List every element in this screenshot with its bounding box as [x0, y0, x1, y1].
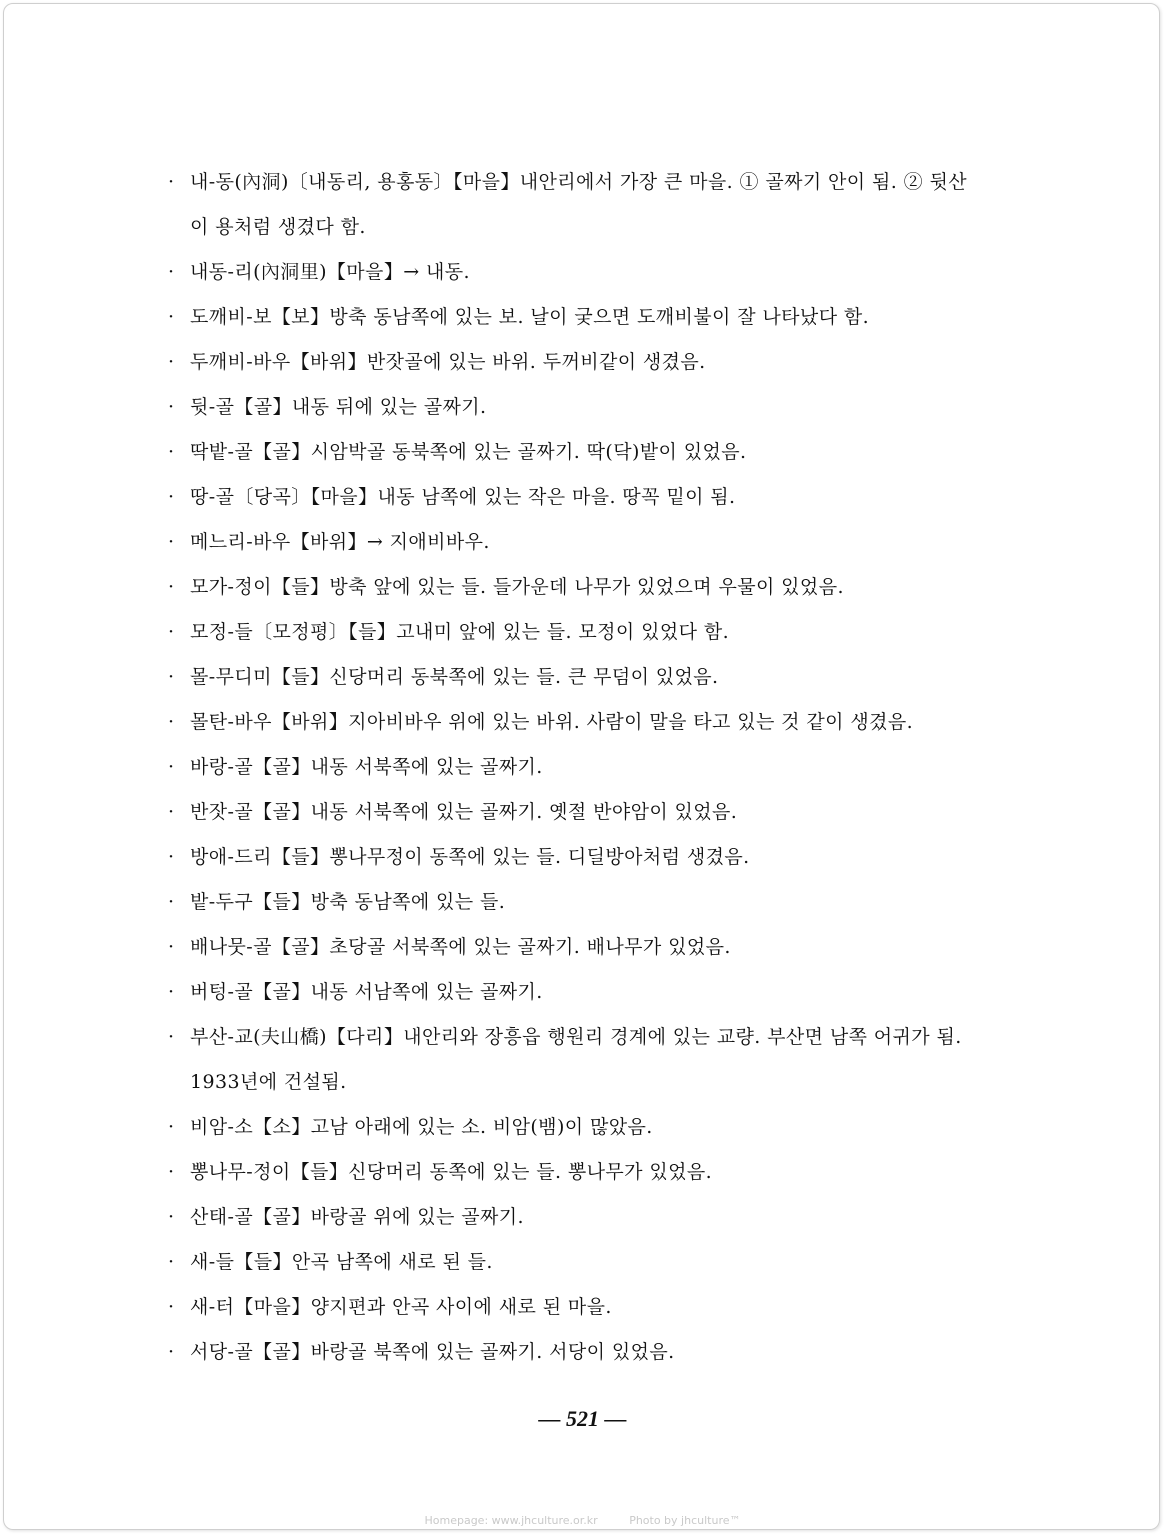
bullet-icon: ·	[168, 891, 175, 913]
entry-text: 딱밭-골【골】시암박골 동북쪽에 있는 골짜기. 딱(닥)밭이 있었음.	[190, 441, 747, 463]
entry-text: 반잣-골【골】내동 서북쪽에 있는 골짜기. 옛절 반야암이 있었음.	[190, 801, 738, 823]
entry-continuation: 이 용처럼 생겼다 함.	[190, 216, 366, 238]
list-item	[168, 475, 1038, 520]
footer-photo-credit: Photo by jhculture™	[629, 1514, 741, 1527]
entry-text: 버텅-골【골】내동 서남쪽에 있는 골짜기.	[190, 981, 543, 1003]
entry-text: 몰-무디미【들】신당머리 동북쪽에 있는 들. 큰 무덤이 있었음.	[190, 666, 719, 688]
bullet-icon: ·	[168, 1251, 175, 1273]
bullet-icon: ·	[168, 351, 175, 373]
list-item	[168, 700, 1038, 745]
bullet-icon: ·	[168, 396, 175, 418]
bullet-icon: ·	[168, 666, 175, 688]
bullet-icon: ·	[168, 531, 175, 553]
list-item	[168, 250, 1038, 295]
entry-text: 내-동(內洞)〔내동리, 용홍동〕【마을】내안리에서 가장 큰 마을. ① 골짜기 안이 됨. ② 뒷산	[190, 171, 967, 193]
list-item	[168, 1015, 1038, 1105]
bullet-icon: ·	[168, 441, 175, 463]
bullet-icon: ·	[168, 576, 175, 598]
list-item	[168, 1285, 1038, 1330]
entry-text: 비암-소【소】고남 아래에 있는 소. 비암(뱀)이 많았음.	[190, 1116, 653, 1138]
entry-text: 부산-교(夫山橋)【다리】내안리와 장흥읍 행원리 경계에 있는 교량. 부산면 남쪽 어귀가 됨.	[190, 1026, 962, 1048]
entry-text: 방애-드리【들】뽕나무정이 동쪽에 있는 들. 디딜방아처럼 생겼음.	[190, 846, 750, 868]
list-item	[168, 385, 1038, 430]
list-item	[168, 1240, 1038, 1285]
bullet-icon: ·	[168, 1341, 175, 1363]
bullet-icon: ·	[168, 1296, 175, 1318]
entry-text: 산태-골【골】바랑골 위에 있는 골짜기.	[190, 1206, 524, 1228]
entry-text: 모정-들〔모정평〕【들】고내미 앞에 있는 들. 모정이 있었다 함.	[190, 621, 730, 643]
bullet-icon: ·	[168, 981, 175, 1003]
list-item	[168, 1330, 1038, 1375]
list-item	[168, 925, 1038, 970]
list-item	[168, 790, 1038, 835]
list-item	[168, 430, 1038, 475]
list-item	[168, 160, 1038, 250]
list-item	[168, 745, 1038, 790]
list-item	[168, 610, 1038, 655]
bullet-icon: ·	[168, 261, 175, 283]
bullet-icon: ·	[168, 1206, 175, 1228]
bullet-icon: ·	[168, 801, 175, 823]
entry-text: 모가-정이【들】방축 앞에 있는 들. 들가운데 나무가 있었으며 우물이 있었음.	[190, 576, 844, 598]
page-number: — 521 —	[538, 1406, 627, 1431]
bullet-icon: ·	[168, 846, 175, 868]
entry-text: 새-들【들】안곡 남쪽에 새로 된 들.	[190, 1251, 493, 1273]
footer-homepage: Homepage: www.jhculture.or.kr	[424, 1514, 598, 1527]
entry-text: 배나뭇-골【골】초당골 서북쪽에 있는 골짜기. 배나무가 있었음.	[190, 936, 731, 958]
list-item	[168, 880, 1038, 925]
entry-text: 두깨비-바우【바위】반잣골에 있는 바위. 두꺼비같이 생겼음.	[190, 351, 706, 373]
entry-text: 몰탄-바우【바위】지아비바우 위에 있는 바위. 사람이 말을 타고 있는 것 같이 생겼음.	[190, 711, 914, 733]
list-item	[168, 295, 1038, 340]
list-item	[168, 970, 1038, 1015]
list-item	[168, 565, 1038, 610]
list-item	[168, 655, 1038, 700]
entry-text: 땅-골〔당곡〕【마을】내동 남쪽에 있는 작은 마을. 땅꼭 밑이 됨.	[190, 486, 736, 508]
footer	[0, 1514, 1165, 1527]
entry-text: 서당-골【골】바랑골 북쪽에 있는 골짜기. 서당이 있었음.	[190, 1341, 675, 1363]
entry-text: 내동-리(內洞里)【마을】→ 내동.	[190, 261, 470, 283]
entry-text: 새-터【마을】양지편과 안곡 사이에 새로 된 마을.	[190, 1296, 612, 1318]
bullet-icon: ·	[168, 1116, 175, 1138]
entry-text: 도깨비-보【보】방축 동남쪽에 있는 보. 날이 궂으면 도깨비불이 잘 나타났다 함.	[190, 306, 870, 328]
bullet-icon: ·	[168, 936, 175, 958]
list-item	[168, 1195, 1038, 1240]
entry-list	[168, 160, 1038, 1375]
entry-text: 뽕나무-정이【들】신당머리 동쪽에 있는 들. 뽕나무가 있었음.	[190, 1161, 713, 1183]
bullet-icon: ·	[168, 711, 175, 733]
list-item	[168, 1150, 1038, 1195]
bullet-icon: ·	[168, 621, 175, 643]
bullet-icon: ·	[168, 306, 175, 328]
bullet-icon: ·	[168, 486, 175, 508]
entry-text: 메느리-바우【바위】→ 지애비바우.	[190, 531, 490, 553]
list-item	[168, 340, 1038, 385]
entry-text: 바랑-골【골】내동 서북쪽에 있는 골짜기.	[190, 756, 543, 778]
list-item	[168, 835, 1038, 880]
entry-continuation: 1933년에 건설됨.	[190, 1071, 347, 1093]
bullet-icon: ·	[168, 756, 175, 778]
entry-text: 뒷-골【골】내동 뒤에 있는 골짜기.	[190, 396, 487, 418]
bullet-icon: ·	[168, 1026, 175, 1048]
bullet-icon: ·	[168, 171, 175, 193]
list-item	[168, 520, 1038, 565]
entry-text: 밭-두구【들】방축 동남쪽에 있는 들.	[190, 891, 506, 913]
bullet-icon: ·	[168, 1161, 175, 1183]
list-item	[168, 1105, 1038, 1150]
